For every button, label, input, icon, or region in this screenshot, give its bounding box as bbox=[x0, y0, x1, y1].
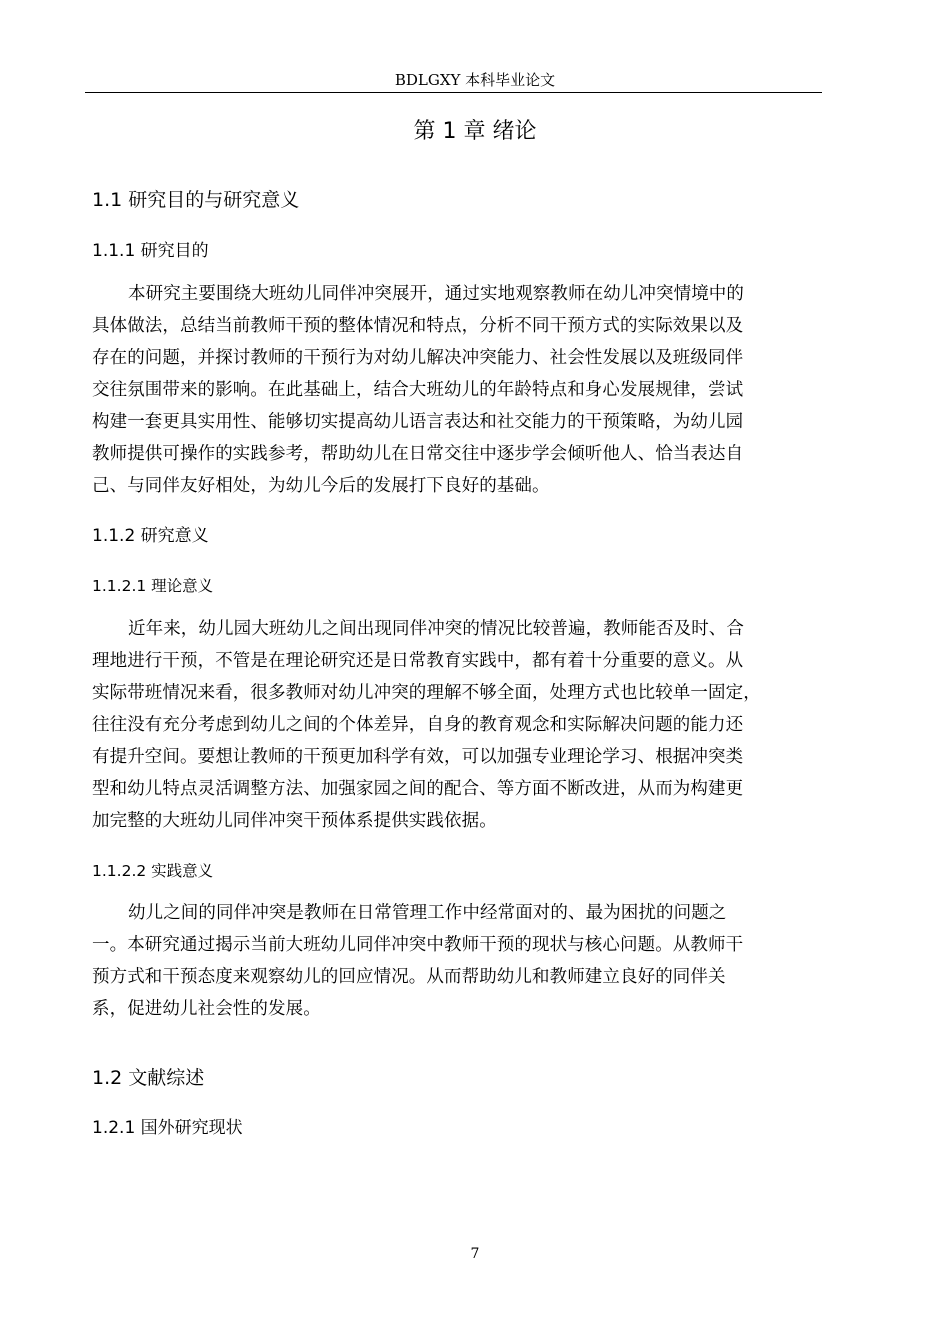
section-heading-1-1-2-1: 1.1.2.1 理论意义 bbox=[92, 577, 214, 595]
section-heading-1-2: 1.2 文献综述 bbox=[92, 1067, 205, 1089]
section-heading-1-1-2-2: 1.1.2.2 实践意义 bbox=[92, 862, 214, 880]
paragraph-line: 往往没有充分考虑到幼儿之间的个体差异，自身的教育观念和实际解决问题的能力还 bbox=[92, 715, 744, 735]
paragraph-research-purpose bbox=[92, 278, 816, 502]
section-heading-1-2-1: 1.2.1 国外研究现状 bbox=[92, 1118, 243, 1138]
paragraph-line: 存在的问题，并探讨教师的干预行为对幼儿解决冲突能力、社会性发展以及班级同伴 bbox=[92, 348, 744, 368]
paragraph-theoretical-significance bbox=[92, 613, 816, 837]
paragraph-line: 幼儿之间的同伴冲突是教师在日常管理工作中经常面对的、最为困扰的问题之 bbox=[128, 903, 727, 923]
paragraph-line: 具体做法，总结当前教师干预的整体情况和特点，分析不同干预方式的实际效果以及 bbox=[92, 316, 744, 336]
paragraph-line: 教师提供可操作的实践参考，帮助幼儿在日常交往中逐步学会倾听他人、恰当表达自 bbox=[92, 444, 744, 464]
paragraph-line: 系，促进幼儿社会性的发展。 bbox=[92, 999, 321, 1019]
paragraph-line: 预方式和干预态度来观察幼儿的回应情况。从而帮助幼儿和教师建立良好的同伴关 bbox=[92, 967, 726, 987]
section-heading-1-1-2: 1.1.2 研究意义 bbox=[92, 526, 209, 546]
running-header: BDLGXY 本科毕业论文 bbox=[394, 71, 556, 89]
page-number: 7 bbox=[470, 1246, 480, 1262]
chapter-title: 第 1 章 绪论 bbox=[413, 119, 537, 144]
paragraph-line: 一。本研究通过揭示当前大班幼儿同伴冲突中教师干预的现状与核心问题。从教师干 bbox=[92, 935, 744, 955]
paragraph-practical-significance bbox=[92, 897, 816, 1025]
paragraph-line: 理地进行干预，不管是在理论研究还是日常教育实践中，都有着十分重要的意义。从 bbox=[92, 651, 744, 671]
paragraph-line: 交往氛围带来的影响。在此基础上，结合大班幼儿的年龄特点和身心发展规律，尝试 bbox=[92, 380, 744, 400]
paragraph-line: 本研究主要围绕大班幼儿同伴冲突展开，通过实地观察教师在幼儿冲突情境中的 bbox=[128, 284, 744, 304]
paragraph-line: 构建一套更具实用性、能够切实提高幼儿语言表达和社交能力的干预策略，为幼儿园 bbox=[92, 412, 744, 432]
paragraph-line: 有提升空间。要想让教师的干预更加科学有效，可以加强专业理论学习、根据冲突类 bbox=[92, 747, 744, 767]
section-heading-1-1-1: 1.1.1 研究目的 bbox=[92, 241, 209, 261]
paragraph-line: 己、与同伴友好相处，为幼儿今后的发展打下良好的基础。 bbox=[92, 476, 550, 496]
paragraph-line: 近年来，幼儿园大班幼儿之间出现同伴冲突的情况比较普遍，教师能否及时、合 bbox=[128, 619, 744, 639]
paragraph-line: 型和幼儿特点灵活调整方法、加强家园之间的配合、等方面不断改进，从而为构建更 bbox=[92, 779, 744, 799]
header-rule bbox=[85, 92, 822, 93]
paragraph-line: 加完整的大班幼儿同伴冲突干预体系提供实践依据。 bbox=[92, 811, 497, 831]
section-heading-1-1: 1.1 研究目的与研究意义 bbox=[92, 189, 300, 211]
paragraph-line: 实际带班情况来看，很多教师对幼儿冲突的理解不够全面，处理方式也比较单一固定， bbox=[92, 683, 761, 703]
